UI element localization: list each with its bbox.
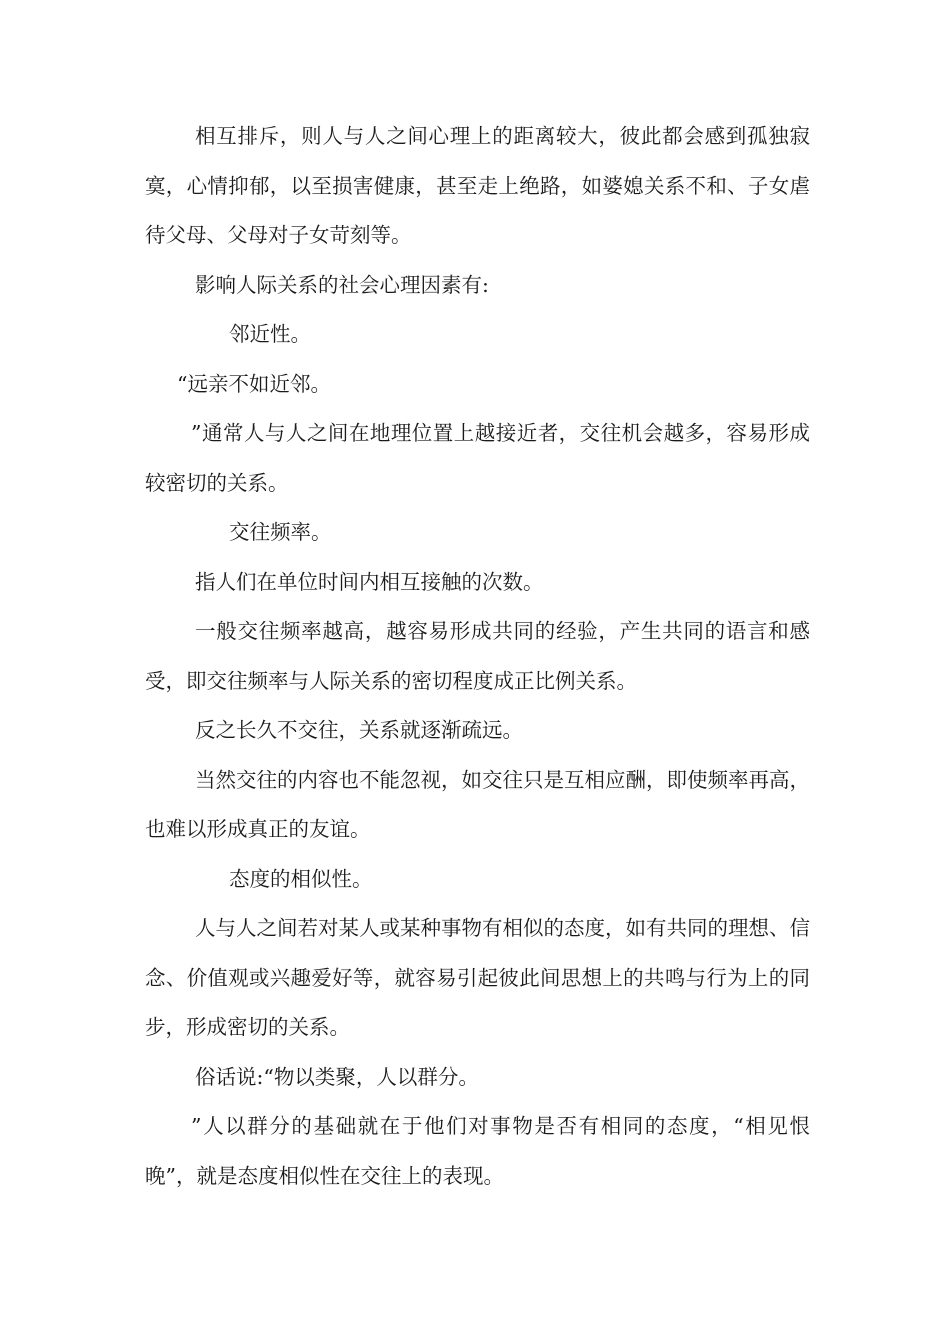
body-text xyxy=(145,112,810,1201)
paragraph: 当然交往的内容也不能忽视，如交往只是互相应酬，即使频率再高，也难以形成真正的友谊。 xyxy=(145,767,810,841)
section-heading: 邻近性。 xyxy=(229,322,311,346)
paragraph: 人与人之间若对某人或某种事物有相似的态度，如有共同的理想、信念、价值观或兴趣爱好等，就容易引起彼此间思想上的共鸣与行为上的同步，形成密切的关系。 xyxy=(145,916,810,1039)
paragraph: ”通常人与人之间在地理位置上越接近者，交往机会越多，容易形成较密切的关系。 xyxy=(145,421,810,495)
paragraph: 反之长久不交往，关系就逐渐疏远。 xyxy=(195,718,523,742)
section-heading: 交往频率。 xyxy=(229,520,332,544)
paragraph: ”人以群分的基础就在于他们对事物是否有相同的态度，“相见恨晚”，就是态度相似性在交往上的表现。 xyxy=(145,1114,810,1188)
paragraph: 影响人际关系的社会心理因素有: xyxy=(195,272,489,297)
paragraph: 相互排斥，则人与人之间心理上的距离较大，彼此都会感到孤独寂寞，心情抑郁，以至损害健康，甚至走上绝路，如婆媳关系不和、子女虐待父母、父母对子女苛刻等。 xyxy=(145,124,810,247)
paragraph: “远亲不如近邻。 xyxy=(177,371,331,396)
paragraph: 指人们在单位时间内相互接触的次数。 xyxy=(195,569,544,594)
paragraph: 俗话说:“物以类聚，人以群分。 xyxy=(195,1064,479,1089)
paragraph: 一般交往频率越高，越容易形成共同的经验，产生共同的语言和感受，即交往频率与人际关系的密切程度成正比例关系。 xyxy=(145,619,810,693)
section-heading: 态度的相似性。 xyxy=(229,866,373,891)
